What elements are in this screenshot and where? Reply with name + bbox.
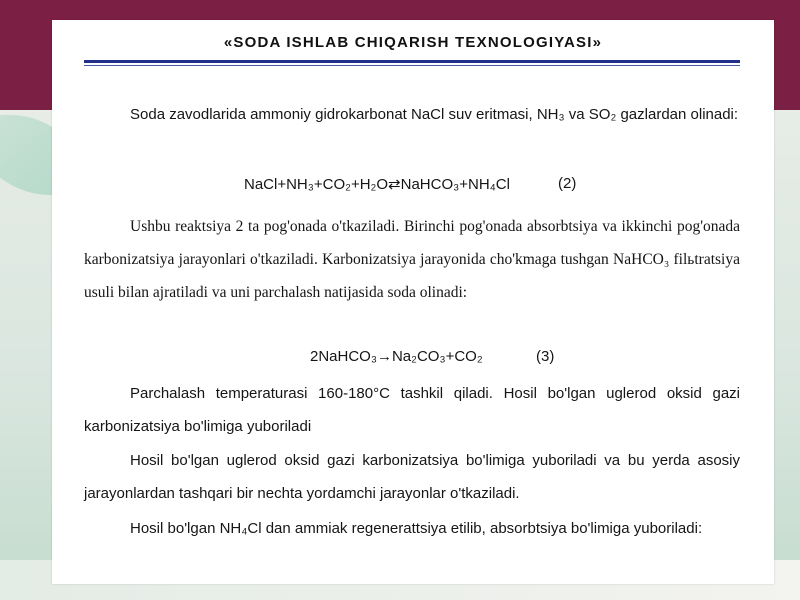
equation-3: 2NaHCO₃→Na₂CO₃+CO₂: [310, 348, 483, 365]
paragraph-intro: Soda zavodlarida ammoniy gidrokarbonat NaCl suv eritmasi, NH₃ va SO₂ gazlardan olinadi:: [130, 106, 739, 123]
title-underline: [84, 60, 740, 63]
paragraph-carbon-oxide: Hosil bo'lgan uglerod oksid gazi karbonizatsiya bo'limiga yuboriladi va bu yerda asosiy jarayonlardan tashqari bir nechta yordamchi jarayonlar o'tkaziladi.: [84, 452, 740, 502]
equation-2-number: (2): [558, 175, 577, 192]
slide-page: [52, 20, 774, 584]
equation-3-number: (3): [536, 348, 555, 365]
page-title: «SODA ISHLAB CHIQARISH TEXNOLOGIYASI»: [223, 34, 603, 51]
title-underline-thin: [84, 65, 740, 66]
paragraph-ammonia-regeneration: Hosil bo'lgan NH₄Cl dan ammiak regenerattsiya etilib, absorbtsiya bo'limiga yuboriladi:: [130, 520, 703, 537]
equation-2: NaCl+NH₃+CO₂+H₂O⇄NaHCO₃+NH₄Cl: [244, 176, 510, 193]
paragraph-reaction-stages: Ushbu reaktsiya 2 ta pog'onada o'tkaziladi. Birinchi pog'onada absorbtsiya va ikkinchi pog'onada karbonizatsiya jarayonlari o'tkaziladi. Karbonizatsiya jarayonida cho'kmaga tushgan NaHCO₃ filьtratsiya usuli bilan ajratiladi va uni parchalash natijasida soda olinadi:: [84, 218, 740, 301]
paragraph-decomposition-temperature: Parchalash temperaturasi 160-180°C tashkil qiladi. Hosil bo'lgan uglerod oksid gazi karbonizatsiya bo'limiga yuboriladi: [84, 385, 740, 435]
